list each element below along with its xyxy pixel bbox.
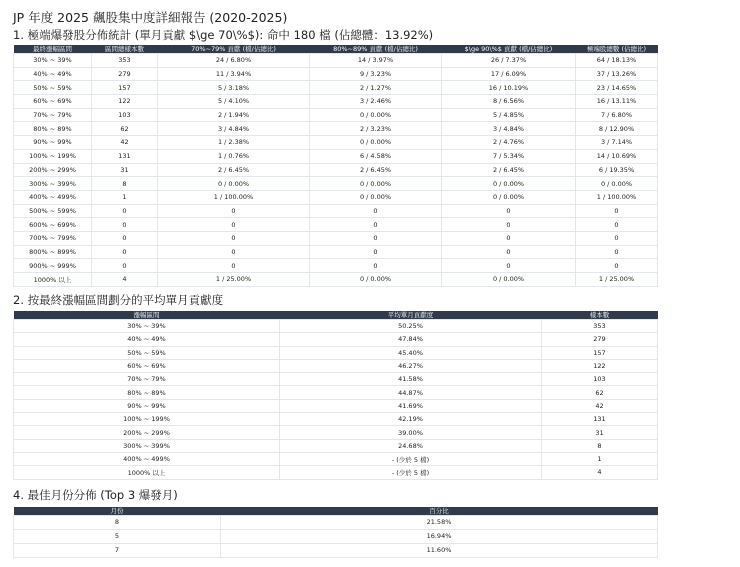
table-row xyxy=(14,149,658,163)
table-cell: 17 / 6.09% xyxy=(442,67,576,81)
table-cell: 0 xyxy=(158,245,310,259)
table-cell: 1 / 100.00% xyxy=(576,190,658,204)
table-cell: 41.58% xyxy=(280,373,542,386)
table-cell: 0 xyxy=(442,204,576,218)
best-month-table xyxy=(13,507,658,558)
table-cell: - (少於 5 檔) xyxy=(280,452,542,465)
table-cell: 0 / 0.00% xyxy=(310,136,442,150)
table-row xyxy=(14,516,658,530)
table-cell: 100% ~ 199% xyxy=(14,149,92,163)
section3-heading: 4. 最佳月份分佈 (Top 3 爆發月) xyxy=(13,488,178,502)
table-cell: 131 xyxy=(542,413,658,426)
table-cell: 1 xyxy=(542,452,658,465)
table-cell: 14 / 3.97% xyxy=(310,54,442,68)
table-cell: 40% ~ 49% xyxy=(14,333,280,346)
table-cell: 0 / 0.00% xyxy=(310,177,442,191)
table-cell: 62 xyxy=(92,122,158,136)
table-cell: 8 xyxy=(14,516,221,530)
table-cell: 39.00% xyxy=(280,426,542,439)
table-cell: 0 xyxy=(576,218,658,232)
table-cell: 0 xyxy=(310,259,442,273)
column-header: $\ge 90\%$ 貢獻 (檔/佔總比) xyxy=(442,45,576,54)
table-cell: 40% ~ 49% xyxy=(14,67,92,81)
table-cell: 0 xyxy=(158,231,310,245)
table-cell: 500% ~ 599% xyxy=(14,204,92,218)
table-cell: 300% ~ 399% xyxy=(14,439,280,452)
table-row xyxy=(14,452,658,465)
table-cell: 1 xyxy=(92,190,158,204)
table-cell: 2 / 3.23% xyxy=(310,122,442,136)
table-row xyxy=(14,190,658,204)
table-cell: 131 xyxy=(92,149,158,163)
table-cell: 0 xyxy=(442,245,576,259)
table-cell: 8 xyxy=(542,439,658,452)
table-cell: 3 / 4.84% xyxy=(442,122,576,136)
table-cell: 3 / 7.14% xyxy=(576,136,658,150)
table-cell: 5 / 4.85% xyxy=(442,108,576,122)
table-cell: 2 / 6.45% xyxy=(310,163,442,177)
table-cell: 600% ~ 699% xyxy=(14,218,92,232)
table-cell: 2 / 1.94% xyxy=(158,108,310,122)
table-cell: 0 xyxy=(92,245,158,259)
table-cell: 42.19% xyxy=(280,413,542,426)
table-row xyxy=(14,95,658,109)
table-row xyxy=(14,399,658,412)
table-row xyxy=(14,81,658,95)
table-cell: 0 / 0.00% xyxy=(310,108,442,122)
table-cell: 0 / 0.00% xyxy=(310,273,442,287)
table-row xyxy=(14,231,658,245)
table-cell: 70% ~ 79% xyxy=(14,108,92,122)
table-row xyxy=(14,245,658,259)
table-cell: 200% ~ 299% xyxy=(14,163,92,177)
table-cell: 0 xyxy=(310,204,442,218)
table-cell: 42 xyxy=(92,136,158,150)
table-cell: 7 xyxy=(14,543,221,557)
table-cell: 24 / 6.80% xyxy=(158,54,310,68)
table-row xyxy=(14,346,658,359)
column-header: 最終漲幅區間 xyxy=(14,45,92,54)
table-cell: 60% ~ 69% xyxy=(14,95,92,109)
table-row xyxy=(14,218,658,232)
table-cell: 122 xyxy=(542,359,658,372)
table-cell: 3 / 4.84% xyxy=(158,122,310,136)
table-cell: 2 / 1.27% xyxy=(310,81,442,95)
table-cell: 5 / 4.10% xyxy=(158,95,310,109)
table-cell: 103 xyxy=(542,373,658,386)
table-cell: 4 xyxy=(542,466,658,479)
table-cell: 4 xyxy=(92,273,158,287)
table-cell: 7 / 5.34% xyxy=(442,149,576,163)
table-cell: 0 xyxy=(576,245,658,259)
table-cell: 2 / 6.45% xyxy=(158,163,310,177)
table-cell: 47.84% xyxy=(280,333,542,346)
column-header: 區間總樣本數 xyxy=(92,45,158,54)
table-row xyxy=(14,259,658,273)
table-cell: 30% ~ 39% xyxy=(14,320,280,333)
table-row xyxy=(14,373,658,386)
table-cell: 1 / 25.00% xyxy=(576,273,658,287)
table-cell: 0 / 0.00% xyxy=(442,190,576,204)
table-cell: 9 / 3.23% xyxy=(310,67,442,81)
table-cell: 46.27% xyxy=(280,359,542,372)
table-cell: 0 xyxy=(310,218,442,232)
table-cell: 0 xyxy=(310,231,442,245)
table-cell: 31 xyxy=(542,426,658,439)
table-cell: 0 / 0.00% xyxy=(158,177,310,191)
table-cell: 0 / 0.00% xyxy=(310,190,442,204)
table-cell: 16.94% xyxy=(221,529,658,543)
table-row xyxy=(14,426,658,439)
table-cell: 0 xyxy=(576,259,658,273)
table-header-row xyxy=(14,45,658,54)
table-row xyxy=(14,359,658,372)
table-cell: 157 xyxy=(542,346,658,359)
table-cell: 37 / 13.26% xyxy=(576,67,658,81)
table-header-row xyxy=(14,311,658,320)
table-row xyxy=(14,54,658,68)
page-title: JP 年度 2025 飆股集中度詳細報告 (2020-2025) xyxy=(13,10,288,25)
table-cell: 1 / 2.38% xyxy=(158,136,310,150)
table-cell: 800% ~ 899% xyxy=(14,245,92,259)
table-cell: 41.69% xyxy=(280,399,542,412)
table-cell: 122 xyxy=(92,95,158,109)
table-cell: 5 / 3.18% xyxy=(158,81,310,95)
table-cell: 0 xyxy=(576,204,658,218)
table-cell: 8 / 12.90% xyxy=(576,122,658,136)
table-cell: 0 xyxy=(576,231,658,245)
column-header: 漲幅區間 xyxy=(14,311,280,320)
table-cell: 0 xyxy=(442,259,576,273)
table-cell: 14 / 10.69% xyxy=(576,149,658,163)
table-cell: 0 xyxy=(158,259,310,273)
table-cell: 300% ~ 399% xyxy=(14,177,92,191)
table-cell: 279 xyxy=(92,67,158,81)
table-cell: 11.60% xyxy=(221,543,658,557)
table-row xyxy=(14,439,658,452)
table-cell: 279 xyxy=(542,333,658,346)
table-cell: 700% ~ 799% xyxy=(14,231,92,245)
table-cell: 353 xyxy=(92,54,158,68)
column-header: 月份 xyxy=(14,507,221,516)
table-row xyxy=(14,529,658,543)
table-cell: 200% ~ 299% xyxy=(14,426,280,439)
table-cell: 31 xyxy=(92,163,158,177)
table-cell: 6 / 4.58% xyxy=(310,149,442,163)
table-cell: 0 xyxy=(92,259,158,273)
table-cell: 26 / 7.37% xyxy=(442,54,576,68)
table-cell: 8 xyxy=(92,177,158,191)
table-cell: 0 / 0.00% xyxy=(576,177,658,191)
table-cell: 1000% 以上 xyxy=(14,466,280,479)
table-cell: 0 xyxy=(442,218,576,232)
table-row xyxy=(14,386,658,399)
section1-heading: 1. 極端爆發股分佈統計 (單月貢獻 $\ge 70\%$): 命中 180 檔 (佔總體：13.92%) xyxy=(13,28,434,42)
table-cell: 45.40% xyxy=(280,346,542,359)
table-cell: 0 xyxy=(442,231,576,245)
column-header: 極端股總數 (佔總比) xyxy=(576,45,658,54)
table-cell: - (少於 5 檔) xyxy=(280,466,542,479)
table-cell: 0 xyxy=(92,231,158,245)
table-cell: 50% ~ 59% xyxy=(14,346,280,359)
table-cell: 0 xyxy=(158,218,310,232)
table-cell: 0 xyxy=(92,218,158,232)
table-cell: 0 xyxy=(92,204,158,218)
table-cell: 24.68% xyxy=(280,439,542,452)
table-cell: 8 / 6.56% xyxy=(442,95,576,109)
table-cell: 23 / 14.65% xyxy=(576,81,658,95)
section2-heading: 2. 按最終漲幅區間劃分的平均單月貢獻度 xyxy=(13,293,224,307)
table-row xyxy=(14,163,658,177)
table-header-row xyxy=(14,507,658,516)
table-cell: 6 / 19.35% xyxy=(576,163,658,177)
table-row xyxy=(14,67,658,81)
table-cell: 2 / 4.76% xyxy=(442,136,576,150)
average-contribution-table xyxy=(13,311,658,480)
table-cell: 400% ~ 499% xyxy=(14,190,92,204)
table-cell: 0 / 0.00% xyxy=(442,273,576,287)
table-cell: 62 xyxy=(542,386,658,399)
table-cell: 900% ~ 999% xyxy=(14,259,92,273)
table-row xyxy=(14,543,658,557)
column-header: 百分比 xyxy=(221,507,658,516)
table-row xyxy=(14,204,658,218)
table-cell: 80% ~ 89% xyxy=(14,122,92,136)
table-cell: 0 xyxy=(310,245,442,259)
table-cell: 1 / 0.76% xyxy=(158,149,310,163)
table-row xyxy=(14,320,658,333)
table-cell: 16 / 13.11% xyxy=(576,95,658,109)
table-cell: 42 xyxy=(542,399,658,412)
table-row xyxy=(14,466,658,479)
table-cell: 3 / 2.46% xyxy=(310,95,442,109)
table-cell: 100% ~ 199% xyxy=(14,413,280,426)
table-cell: 21.58% xyxy=(221,516,658,530)
table-cell: 0 / 0.00% xyxy=(442,177,576,191)
column-header: 樣本數 xyxy=(542,311,658,320)
table-row xyxy=(14,177,658,191)
table-cell: 50.25% xyxy=(280,320,542,333)
table-cell: 90% ~ 99% xyxy=(14,136,92,150)
table-cell: 60% ~ 69% xyxy=(14,359,280,372)
table-cell: 1000% 以上 xyxy=(14,273,92,287)
table-row xyxy=(14,413,658,426)
extreme-distribution-table xyxy=(13,45,658,287)
table-cell: 1 / 100.00% xyxy=(158,190,310,204)
column-header: 80%~89% 貢獻 (檔/佔總比) xyxy=(310,45,442,54)
column-header: 平均單月貢獻度 xyxy=(280,311,542,320)
table-cell: 70% ~ 79% xyxy=(14,373,280,386)
table-cell: 64 / 18.13% xyxy=(576,54,658,68)
table-cell: 353 xyxy=(542,320,658,333)
table-cell: 7 / 6.80% xyxy=(576,108,658,122)
table-cell: 44.87% xyxy=(280,386,542,399)
table-row xyxy=(14,273,658,287)
table-cell: 0 xyxy=(158,204,310,218)
table-row xyxy=(14,333,658,346)
table-cell: 50% ~ 59% xyxy=(14,81,92,95)
table-cell: 2 / 6.45% xyxy=(442,163,576,177)
table-cell: 90% ~ 99% xyxy=(14,399,280,412)
table-row xyxy=(14,108,658,122)
table-cell: 400% ~ 499% xyxy=(14,452,280,465)
table-cell: 11 / 3.94% xyxy=(158,67,310,81)
table-cell: 157 xyxy=(92,81,158,95)
table-cell: 80% ~ 89% xyxy=(14,386,280,399)
table-cell: 5 xyxy=(14,529,221,543)
table-cell: 1 / 25.00% xyxy=(158,273,310,287)
table-cell: 16 / 10.19% xyxy=(442,81,576,95)
table-cell: 30% ~ 39% xyxy=(14,54,92,68)
table-cell: 103 xyxy=(92,108,158,122)
column-header: 70%~79% 貢獻 (檔/佔總比) xyxy=(158,45,310,54)
table-row xyxy=(14,122,658,136)
table-row xyxy=(14,136,658,150)
